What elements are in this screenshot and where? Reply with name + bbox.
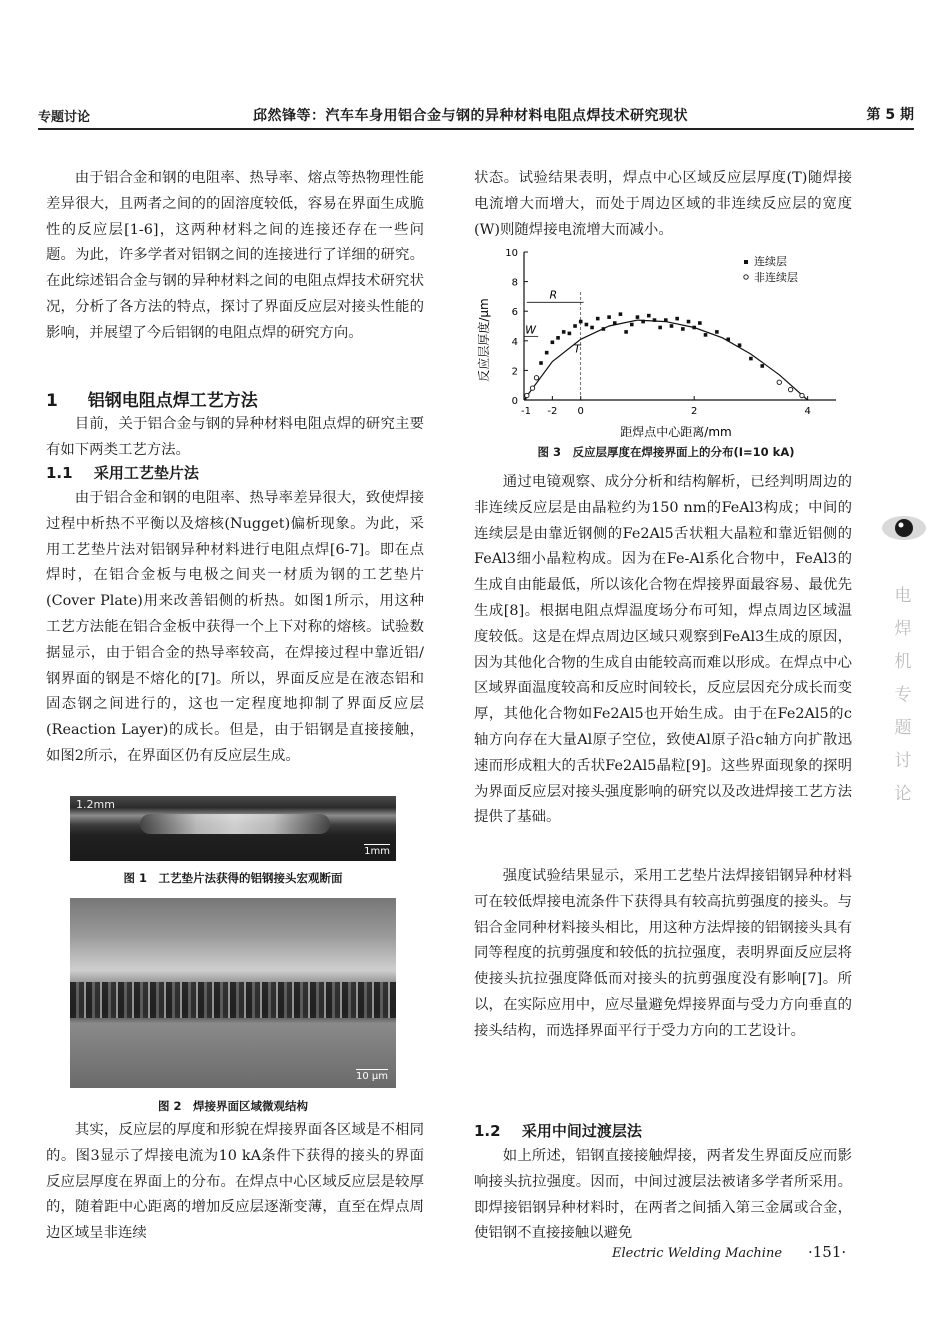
data-point-discontinuous — [800, 393, 804, 397]
data-point-continuous — [698, 321, 702, 325]
data-point-discontinuous — [777, 380, 781, 384]
data-point-continuous — [619, 312, 623, 316]
chart-legend — [744, 254, 798, 284]
after-figure-2-paragraph: 其实，反应层的厚度和形貌在焊接界面各区域是不相同的。图3显示了焊接电流为10 kA条件下获得的接头的界面反应层厚度在界面上的分布。在焊点中心区域反应层是较厚的，随着距中心距离的增加反应层逐渐变薄，直至在焊点周边区域呈非连续 — [46, 1122, 424, 1242]
chart-y-axis-label: 反应层厚度/μm — [477, 298, 491, 382]
data-point-continuous — [760, 364, 764, 368]
figure-3-chart — [476, 240, 856, 440]
annotation-r: R — [549, 288, 558, 302]
y-tick-label: 8 — [511, 277, 518, 289]
data-point-continuous — [653, 318, 657, 322]
figure-1-scale-bar: 1mm — [364, 846, 390, 857]
data-point-continuous — [692, 326, 696, 330]
legend-marker-discontinuous — [744, 275, 748, 279]
section-1-2-heading — [474, 1120, 642, 1141]
y-tick-label: 4 — [511, 336, 518, 348]
right-paragraph-3: 强度试验结果显示，采用工艺垫片法焊接铝钢异种材料可在较低焊接电流条件下获得具有较高抗剪强度的接头。与铝合金同种材料接头相比，用这种方法焊接的铝钢接头具有同等程度的抗剪强度和较低的抗拉强度，表明界面反应层将使接头抗拉强度降低而对接头的抗剪强度没有影响[7]。所以，在实际应用中，应尽量避免焊接界面与受力方向垂直的接头结构，而选择界面平行于受力方向的工艺设计。 — [474, 868, 852, 1039]
chart-points — [525, 312, 805, 397]
figure-1-macro-section-image — [70, 796, 396, 861]
header-title: 邱然锋等：汽车车身用铝合金与钢的异种材料电阻点焊技术研究现状 — [253, 108, 688, 124]
x-tick-label: 0 — [577, 406, 584, 417]
data-point-continuous — [585, 323, 589, 327]
footer-page-number: ·151· — [808, 1243, 847, 1261]
data-point-continuous — [687, 320, 691, 324]
data-point-continuous — [726, 338, 730, 342]
data-point-continuous — [596, 317, 600, 321]
section-1-1-number: 1.1 — [46, 464, 73, 482]
data-point-continuous — [607, 315, 611, 319]
data-point-continuous — [704, 333, 708, 337]
chart-x-axis-label: 距焊点中心距离/mm — [620, 425, 732, 439]
data-point-continuous — [664, 318, 668, 322]
fit-curve-line — [524, 320, 808, 400]
section-1-number: 1 — [46, 391, 58, 411]
section-1-heading — [46, 386, 258, 411]
section-1-2-text: 如上所述，铝钢直接接触焊接，两者发生界面反应而影响接头抗拉强度。因而，中间过渡层法被诸多学者所采用。即焊接铝钢异种材料时，在两者之间插入第三金属或合金，使铝钢不直接接触以避免 — [474, 1148, 852, 1242]
data-point-continuous — [602, 327, 606, 331]
data-point-continuous — [641, 320, 645, 324]
data-point-discontinuous — [530, 386, 534, 390]
annotation-w: W — [525, 323, 537, 337]
annotation-t: T — [573, 342, 581, 356]
side-vertical-text: 电焊机专题讨论 — [894, 586, 912, 804]
y-tick-label: 10 — [505, 248, 518, 259]
data-point-continuous — [675, 317, 679, 321]
y-tick-label: 0 — [511, 396, 518, 407]
right-top-paragraph: 状态。试验结果表明，焊点中心区域反应层厚度(T)随焊接电流增大而增大，而处于周边区域的非连续反应层的宽度(W)则随焊接电流增大而减小。 — [474, 170, 852, 238]
data-point-continuous — [624, 330, 628, 334]
header-section: 专题讨论 — [38, 110, 91, 125]
weld-nugget-shape — [140, 814, 330, 834]
journal-eye-logo — [880, 510, 928, 580]
data-point-continuous — [551, 340, 555, 344]
data-point-continuous — [636, 315, 640, 319]
section-1-1-title: 采用工艺垫片法 — [93, 464, 199, 482]
data-point-discontinuous — [525, 393, 529, 397]
section-1-2-number: 1.2 — [474, 1122, 501, 1140]
data-point-continuous — [658, 326, 662, 330]
data-point-continuous — [562, 330, 566, 334]
data-point-continuous — [568, 332, 572, 336]
x-tick-label: -2 — [547, 406, 558, 417]
data-point-continuous — [647, 314, 651, 318]
legend-label-discontinuous: 非连续层 — [754, 271, 798, 284]
data-point-continuous — [579, 320, 583, 324]
data-point-continuous — [539, 361, 543, 365]
y-tick-label: 2 — [511, 366, 518, 378]
section-1-2-title: 采用中间过渡层法 — [521, 1122, 642, 1140]
figure-2-scale-bar: 10 μm — [355, 1071, 388, 1082]
data-point-continuous — [630, 323, 634, 327]
right-paragraph-2: 通过电镜观察、成分分析和结构解析，已经判明周边的非连续反应层是由晶粒约为150 nm的FeAl3构成；中间的连续层是由靠近钢侧的Fe2Al5舌状粗大晶粒和靠近铝侧的FeAl3细小晶粒构成。因为在Fe-Al系化合物中，FeAl3的生成自由能最低，所以该化合物在焊接界面最容易、最优先生成[8]。根据电阻点焊温度场分布可知，焊点周边区域温度较低。这是在焊点周边区域只观察到FeAl3生成的原因，因为其他化合物的生成自由能较高而难以形成。在焊点中心区域界面温度较高和反应时间较长，反应层因充分成长而变厚，其他化合物如Fe2Al5也开始生成。由于在Fe2Al5的c轴方向存在大量Al原子空位，致使Al原子沿c轴方向扩散迅速而形成粗大的舌状Fe2Al5晶粒[9]。这些界面现象的探明为界面反应层对接头强度影响的研究以及改进焊接工艺方法提供了基础。 — [474, 474, 852, 826]
figure-1-label: 1.2mm — [76, 798, 115, 811]
data-point-continuous — [613, 321, 617, 325]
legend-label-continuous: 连续层 — [754, 255, 787, 268]
data-point-continuous — [681, 327, 685, 331]
data-point-continuous — [738, 343, 742, 347]
section-1-1-text: 由于铝合金和钢的电阻率、热导率差异很大，致使焊接过程中析热不平衡以及熔核(Nugget)偏析现象。为此，采用工艺垫片法对铝钢异种材料进行电阻点焊[6-7]。即在点焊时，在铝合金板与电极之间夹一材质为钢的工艺垫片(Cover Plate)用来改善铝侧的析热。如图1所示，用这种工艺方法能在铝合金板中获得一个上下对称的熔核。试验数据显示，由于铝合金的热导率较高，在焊接过程中靠近铝/钢界面的钢是不熔化的[7]。所以，界面反应是在液态铝和固态钢之间进行的，这也一定程度地抑制了界面反应层(Reaction Layer)的成长。但是，由于铝钢是直接接触，如图2所示，在界面区仍有反应层生成。 — [46, 490, 424, 764]
figure-2-micro-structure-image — [70, 898, 396, 1088]
legend-marker-continuous — [744, 260, 748, 264]
data-point-discontinuous — [534, 376, 538, 380]
reaction-layer-band — [70, 982, 396, 1018]
data-point-continuous — [556, 336, 560, 340]
x-tick-label: -1 — [521, 406, 531, 417]
section-1-text: 目前，关于铝合金与钢的异种材料电阻点焊的研究主要有如下两类工艺方法。 — [46, 416, 424, 458]
figure-3-caption: 图 3 反应层厚度在焊接界面上的分布(I=10 kA) — [537, 445, 795, 459]
section-1-title: 铝钢电阻点焊工艺方法 — [87, 391, 258, 411]
data-point-continuous — [749, 357, 753, 361]
data-point-continuous — [573, 324, 577, 328]
y-tick-label: 6 — [511, 307, 518, 319]
header-issue: 第 5 期 — [866, 107, 914, 123]
data-point-discontinuous — [788, 387, 792, 391]
x-tick-label: 2 — [690, 406, 698, 417]
intro-paragraph: 由于铝合金和钢的电阻率、热导率、熔点等热物理性能差异很大，且两者之间的的固溶度较低，容易在界面生成脆性的反应层[1-6]，这两种材料之间的连接还存在一些问题。为此，许多学者对铝钢之间的连接进行了详细的研究。在此综述铝合金与钢的异种材料之间的电阻点焊技术研究状况，分析了各方法的特点，探讨了界面反应层对接头性能的影响，并展望了今后铝钢的电阻点焊的研究方向。 — [46, 170, 424, 341]
footer-journal-name: Electric Welding Machine — [612, 1246, 783, 1261]
figure-1-caption: 图 1 工艺垫片法获得的铝钢接头宏观断面 — [123, 871, 343, 885]
section-1-1-heading — [46, 462, 199, 483]
chart-annotations — [524, 288, 584, 355]
chart-fit-curve — [524, 320, 808, 400]
data-point-continuous — [545, 351, 549, 355]
figure-2-caption: 图 2 焊接界面区域微观结构 — [157, 1099, 308, 1113]
x-tick-label: 4 — [804, 406, 811, 417]
data-point-continuous — [590, 326, 594, 330]
data-point-continuous — [715, 330, 719, 334]
running-header — [38, 104, 914, 130]
data-point-continuous — [670, 324, 674, 328]
